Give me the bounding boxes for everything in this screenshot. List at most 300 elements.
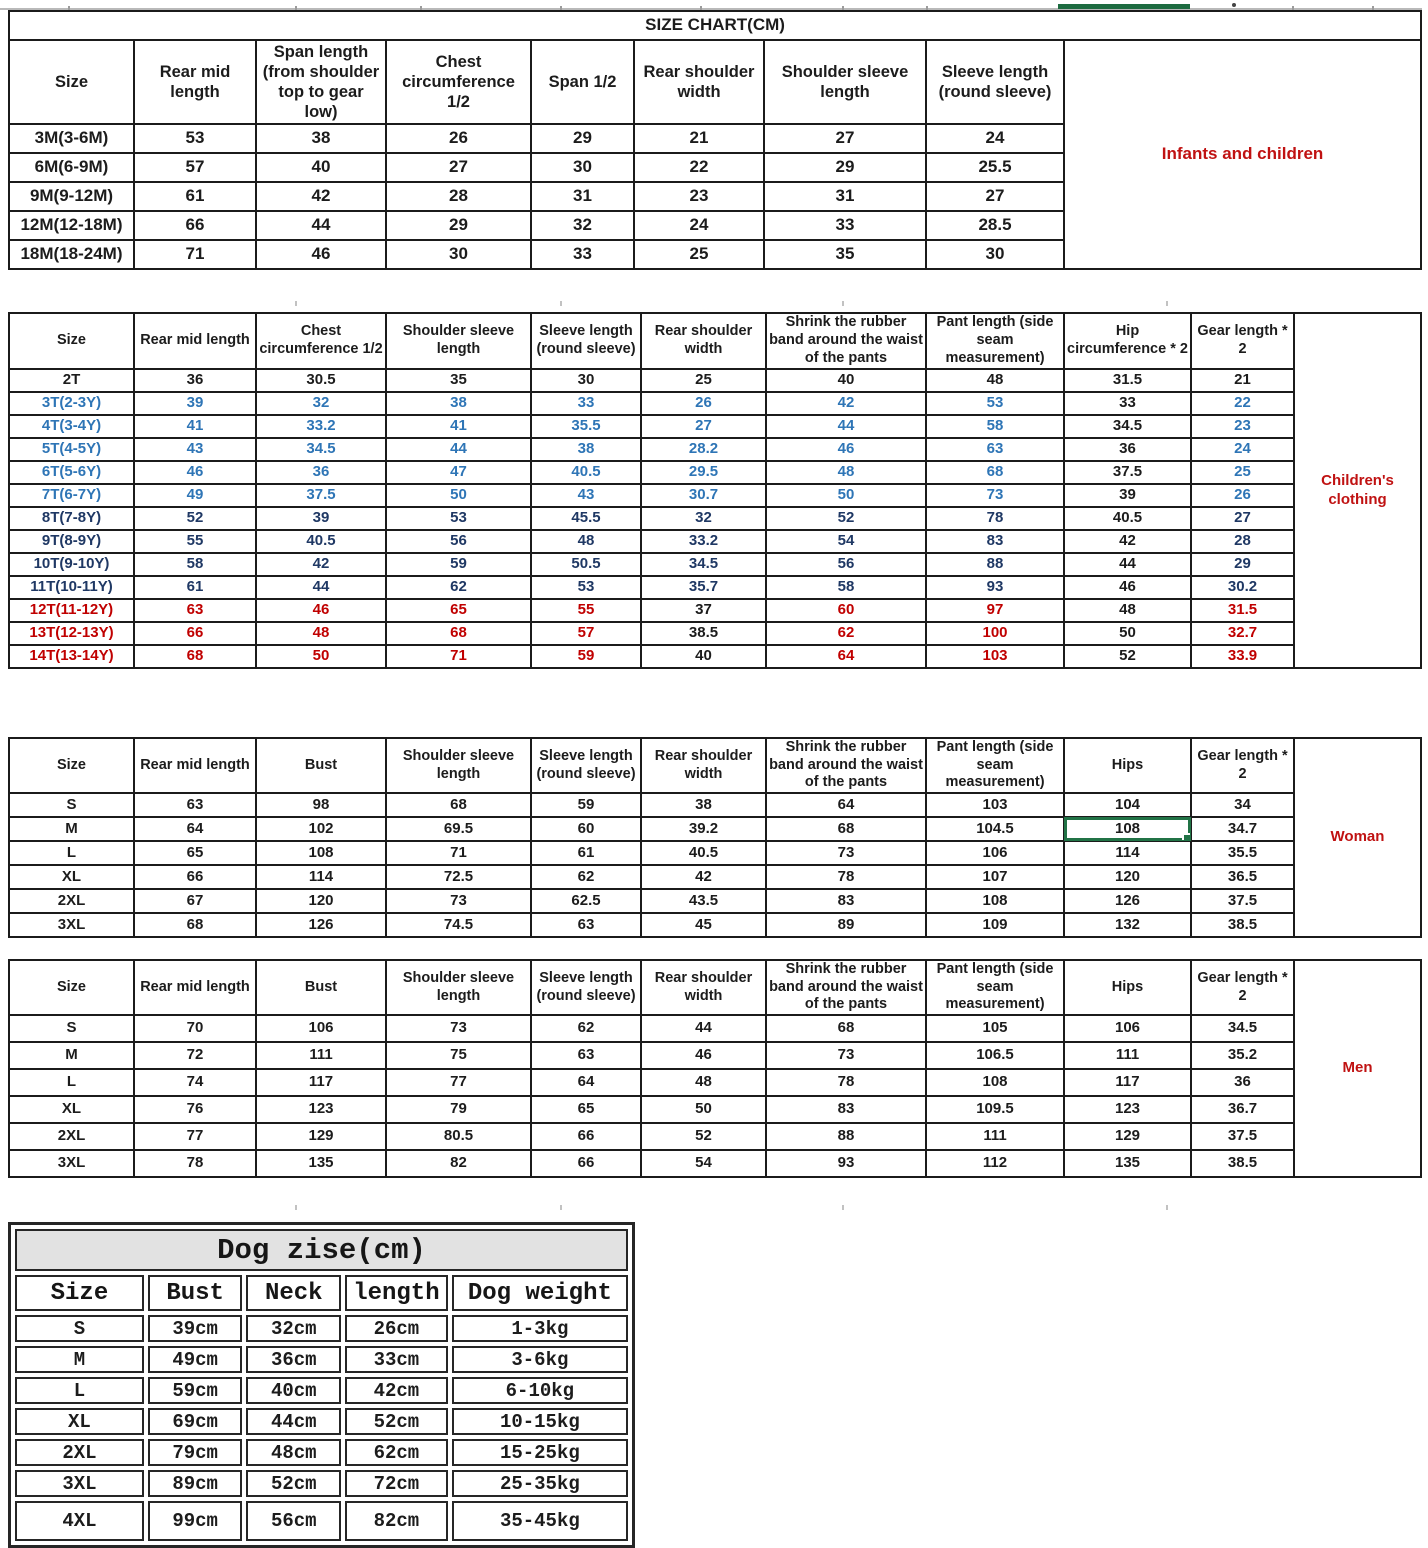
size-cell: M xyxy=(9,1042,134,1069)
value-cell: 64 xyxy=(531,1069,641,1096)
value-cell: 103 xyxy=(926,645,1064,668)
value-cell: 129 xyxy=(256,1123,386,1150)
value-cell: 42 xyxy=(1064,530,1191,553)
column-header: Rear mid length xyxy=(134,313,256,369)
size-cell: 5T(4-5Y) xyxy=(9,438,134,461)
column-header: Rear shoulder width xyxy=(641,960,766,1015)
table-row xyxy=(9,599,1421,622)
value-cell: 104 xyxy=(1064,793,1191,817)
value-cell: 62 xyxy=(766,622,926,645)
value-cell: 35.7 xyxy=(641,576,766,599)
value-cell: 55 xyxy=(134,530,256,553)
value-cell: 28 xyxy=(1191,530,1294,553)
column-header: Span length (from shoulder top to gear low) xyxy=(256,40,386,124)
column-header: Neck xyxy=(246,1275,341,1311)
value-cell: 67 xyxy=(134,889,256,913)
value-cell: 82cm xyxy=(345,1501,448,1541)
value-cell: 22 xyxy=(634,153,764,182)
value-cell: 34.5 xyxy=(1064,415,1191,438)
value-cell: 52cm xyxy=(345,1408,448,1435)
value-cell: 123 xyxy=(256,1096,386,1123)
value-cell: 25 xyxy=(641,369,766,392)
value-cell: 64 xyxy=(134,817,256,841)
value-cell: 50 xyxy=(1064,622,1191,645)
value-cell: 48 xyxy=(1064,599,1191,622)
value-cell: 40 xyxy=(641,645,766,668)
value-cell: 66 xyxy=(134,622,256,645)
value-cell: 72 xyxy=(134,1042,256,1069)
gridline-tick xyxy=(842,1205,844,1210)
value-cell: 48cm xyxy=(246,1439,341,1466)
value-cell: 28.5 xyxy=(926,211,1064,240)
value-cell: 40cm xyxy=(246,1377,341,1404)
size-cell: 2T xyxy=(9,369,134,392)
value-cell: 108 xyxy=(926,1069,1064,1096)
value-cell: 59 xyxy=(531,645,641,668)
value-cell: 107 xyxy=(926,865,1064,889)
table-row xyxy=(9,415,1421,438)
value-cell: 82 xyxy=(386,1150,531,1177)
column-header: Pant length (side seam measurement) xyxy=(926,738,1064,793)
value-cell: 29 xyxy=(1191,553,1294,576)
table-row xyxy=(9,369,1421,392)
size-cell: XL xyxy=(15,1408,144,1435)
value-cell: 32.7 xyxy=(1191,622,1294,645)
value-cell: 38 xyxy=(386,392,531,415)
value-cell: 36 xyxy=(134,369,256,392)
table-row xyxy=(9,530,1421,553)
value-cell: 64 xyxy=(766,645,926,668)
size-cell: 4XL xyxy=(15,1501,144,1541)
value-cell: 33 xyxy=(531,240,634,269)
woman-table xyxy=(8,737,1422,938)
value-cell: 36.7 xyxy=(1191,1096,1294,1123)
table-row xyxy=(9,645,1421,668)
value-cell: 117 xyxy=(1064,1069,1191,1096)
value-cell: 41 xyxy=(386,415,531,438)
value-cell: 69.5 xyxy=(386,817,531,841)
value-cell: 135 xyxy=(256,1150,386,1177)
value-cell: 32cm xyxy=(246,1315,341,1342)
column-header: Bust xyxy=(256,738,386,793)
value-cell: 39 xyxy=(1064,484,1191,507)
column-header: Gear length * 2 xyxy=(1191,960,1294,1015)
value-cell: 93 xyxy=(926,576,1064,599)
value-cell: 50 xyxy=(641,1096,766,1123)
table-row xyxy=(9,1069,1421,1096)
column-header: Rear mid length xyxy=(134,960,256,1015)
size-cell: 2XL xyxy=(9,889,134,913)
value-cell: 44 xyxy=(766,415,926,438)
column-header: Shrink the rubber band around the waist of the pants xyxy=(766,960,926,1015)
value-cell: 25-35kg xyxy=(452,1470,628,1497)
size-cell: S xyxy=(9,1015,134,1042)
column-header: Rear shoulder width xyxy=(641,313,766,369)
value-cell: 25.5 xyxy=(926,153,1064,182)
value-cell: 97 xyxy=(926,599,1064,622)
value-cell: 30 xyxy=(531,153,634,182)
table-row xyxy=(9,1096,1421,1123)
value-cell: 50 xyxy=(766,484,926,507)
table-row xyxy=(15,1439,628,1466)
size-cell: 11T(10-11Y) xyxy=(9,576,134,599)
value-cell: 57 xyxy=(134,153,256,182)
value-cell: 106 xyxy=(1064,1015,1191,1042)
value-cell: 83 xyxy=(766,889,926,913)
value-cell: 3-6kg xyxy=(452,1346,628,1373)
value-cell: 64 xyxy=(766,793,926,817)
table-row xyxy=(15,1377,628,1404)
value-cell: 71 xyxy=(386,841,531,865)
size-cell: M xyxy=(15,1346,144,1373)
value-cell: 89 xyxy=(766,913,926,937)
value-cell: 38.5 xyxy=(1191,913,1294,937)
value-cell: 34.7 xyxy=(1191,817,1294,841)
value-cell: 79cm xyxy=(148,1439,243,1466)
value-cell: 109.5 xyxy=(926,1096,1064,1123)
value-cell: 35-45kg xyxy=(452,1501,628,1541)
value-cell: 29.5 xyxy=(641,461,766,484)
value-cell: 62 xyxy=(531,1015,641,1042)
value-cell: 62 xyxy=(386,576,531,599)
size-cell: 3XL xyxy=(9,913,134,937)
men-table-container xyxy=(8,959,1422,1178)
infants-table-container xyxy=(8,10,1422,270)
size-cell: L xyxy=(9,1069,134,1096)
column-header: Chest circumference 1/2 xyxy=(256,313,386,369)
value-cell: 63 xyxy=(531,913,641,937)
value-cell: 44 xyxy=(256,211,386,240)
value-cell: 112 xyxy=(926,1150,1064,1177)
value-cell: 70 xyxy=(134,1015,256,1042)
value-cell: 89cm xyxy=(148,1470,243,1497)
column-header: length xyxy=(345,1275,448,1311)
value-cell: 31 xyxy=(764,182,926,211)
value-cell: 40 xyxy=(766,369,926,392)
value-cell: 117 xyxy=(256,1069,386,1096)
value-cell: 77 xyxy=(134,1123,256,1150)
value-cell: 50 xyxy=(256,645,386,668)
value-cell: 38 xyxy=(531,438,641,461)
value-cell: 46 xyxy=(134,461,256,484)
value-cell: 65 xyxy=(386,599,531,622)
value-cell: 32 xyxy=(256,392,386,415)
value-cell: 44 xyxy=(386,438,531,461)
value-cell: 68 xyxy=(386,622,531,645)
column-header: Hips xyxy=(1064,738,1191,793)
gridline-tick xyxy=(560,301,562,306)
value-cell: 48 xyxy=(766,461,926,484)
column-header: Shoulder sleeve length xyxy=(386,313,531,369)
value-cell: 108 xyxy=(256,841,386,865)
value-cell: 75 xyxy=(386,1042,531,1069)
size-cell: 14T(13-14Y) xyxy=(9,645,134,668)
value-cell: 53 xyxy=(134,124,256,153)
column-header: Shoulder sleeve length xyxy=(386,960,531,1015)
infants-title-row xyxy=(9,11,1421,40)
column-header: Sleeve length (round sleeve) xyxy=(531,313,641,369)
size-cell: 8T(7-8Y) xyxy=(9,507,134,530)
value-cell: 93 xyxy=(766,1150,926,1177)
value-cell: 78 xyxy=(134,1150,256,1177)
column-header: Shrink the rubber band around the waist of the pants xyxy=(766,738,926,793)
value-cell: 65 xyxy=(531,1096,641,1123)
value-cell: 48 xyxy=(641,1069,766,1096)
table-row xyxy=(9,889,1421,913)
value-cell: 50 xyxy=(386,484,531,507)
table-row xyxy=(15,1501,628,1541)
value-cell: 28.2 xyxy=(641,438,766,461)
size-cell: 3XL xyxy=(9,1150,134,1177)
size-cell: 12T(11-12Y) xyxy=(9,599,134,622)
value-cell: 73 xyxy=(926,484,1064,507)
value-cell: 23 xyxy=(634,182,764,211)
column-header: Bust xyxy=(256,960,386,1015)
size-cell: L xyxy=(9,841,134,865)
value-cell: 111 xyxy=(1064,1042,1191,1069)
column-header: Hip circumference * 2 xyxy=(1064,313,1191,369)
value-cell: 120 xyxy=(1064,865,1191,889)
size-cell: S xyxy=(9,793,134,817)
value-cell: 68 xyxy=(134,913,256,937)
value-cell: 78 xyxy=(766,865,926,889)
value-cell: 63 xyxy=(134,599,256,622)
value-cell: 83 xyxy=(926,530,1064,553)
value-cell: 54 xyxy=(766,530,926,553)
size-cell: 2XL xyxy=(15,1439,144,1466)
value-cell: 59 xyxy=(386,553,531,576)
value-cell: 71 xyxy=(134,240,256,269)
column-header: Gear length * 2 xyxy=(1191,313,1294,369)
gridline-tick xyxy=(295,301,297,306)
value-cell: 42 xyxy=(766,392,926,415)
value-cell: 114 xyxy=(1064,841,1191,865)
table-row xyxy=(9,461,1421,484)
size-cell: XL xyxy=(9,865,134,889)
value-cell: 40.5 xyxy=(531,461,641,484)
gridline-tick-row xyxy=(8,300,1420,306)
value-cell: 77 xyxy=(386,1069,531,1096)
value-cell: 40.5 xyxy=(641,841,766,865)
dog-table-container xyxy=(8,1222,635,1548)
column-header: Sleeve length (round sleeve) xyxy=(926,40,1064,124)
value-cell: 61 xyxy=(134,576,256,599)
value-cell: 33.2 xyxy=(256,415,386,438)
table-row xyxy=(9,553,1421,576)
column-header: Shoulder sleeve length xyxy=(386,738,531,793)
value-cell: 58 xyxy=(134,553,256,576)
value-cell: 120 xyxy=(256,889,386,913)
value-cell: 68 xyxy=(766,817,926,841)
value-cell: 56 xyxy=(766,553,926,576)
selected-cell: 108 xyxy=(1064,817,1191,841)
value-cell: 48 xyxy=(531,530,641,553)
value-cell: 27 xyxy=(386,153,531,182)
woman-header-row xyxy=(9,738,1421,793)
value-cell: 61 xyxy=(134,182,256,211)
value-cell: 36cm xyxy=(246,1346,341,1373)
value-cell: 42 xyxy=(256,182,386,211)
value-cell: 39 xyxy=(134,392,256,415)
men-header-row xyxy=(9,960,1421,1015)
column-header: Span 1/2 xyxy=(531,40,634,124)
value-cell: 37.5 xyxy=(1064,461,1191,484)
size-cell: 12M(12-18M) xyxy=(9,211,134,240)
table-row xyxy=(9,817,1421,841)
value-cell: 108 xyxy=(926,889,1064,913)
value-cell: 34 xyxy=(1191,793,1294,817)
value-cell: 79 xyxy=(386,1096,531,1123)
value-cell: 44 xyxy=(256,576,386,599)
value-cell: 29 xyxy=(386,211,531,240)
value-cell: 100 xyxy=(926,622,1064,645)
value-cell: 73 xyxy=(386,1015,531,1042)
value-cell: 88 xyxy=(766,1123,926,1150)
table-row xyxy=(15,1408,628,1435)
column-header: Rear mid length xyxy=(134,738,256,793)
woman-section-label: Woman xyxy=(1294,738,1421,937)
value-cell: 27 xyxy=(926,182,1064,211)
value-cell: 42 xyxy=(641,865,766,889)
value-cell: 32 xyxy=(641,507,766,530)
gridline-tick xyxy=(1166,1205,1168,1210)
value-cell: 106.5 xyxy=(926,1042,1064,1069)
value-cell: 43.5 xyxy=(641,889,766,913)
value-cell: 68 xyxy=(926,461,1064,484)
value-cell: 49 xyxy=(134,484,256,507)
infants-title: SIZE CHART(CM) xyxy=(9,11,1421,40)
value-cell: 25 xyxy=(634,240,764,269)
infants-header-row xyxy=(9,40,1421,124)
value-cell: 74 xyxy=(134,1069,256,1096)
value-cell: 38 xyxy=(256,124,386,153)
value-cell: 29 xyxy=(531,124,634,153)
value-cell: 39cm xyxy=(148,1315,243,1342)
value-cell: 48 xyxy=(256,622,386,645)
value-cell: 47 xyxy=(386,461,531,484)
value-cell: 83 xyxy=(766,1096,926,1123)
value-cell: 6-10kg xyxy=(452,1377,628,1404)
column-header: Pant length (side seam measurement) xyxy=(926,313,1064,369)
size-cell: L xyxy=(15,1377,144,1404)
value-cell: 78 xyxy=(926,507,1064,530)
table-row xyxy=(9,622,1421,645)
value-cell: 52 xyxy=(766,507,926,530)
children-section-label: Children's clothing xyxy=(1294,313,1421,668)
value-cell: 73 xyxy=(386,889,531,913)
gridline-tick xyxy=(295,1205,297,1210)
value-cell: 80.5 xyxy=(386,1123,531,1150)
value-cell: 60 xyxy=(766,599,926,622)
value-cell: 55 xyxy=(531,599,641,622)
value-cell: 31 xyxy=(531,182,634,211)
value-cell: 63 xyxy=(531,1042,641,1069)
column-header: Pant length (side seam measurement) xyxy=(926,960,1064,1015)
woman-table-container xyxy=(8,737,1422,938)
value-cell: 106 xyxy=(926,841,1064,865)
value-cell: 37.5 xyxy=(1191,1123,1294,1150)
size-cell: 9M(9-12M) xyxy=(9,182,134,211)
value-cell: 41 xyxy=(134,415,256,438)
value-cell: 35.5 xyxy=(531,415,641,438)
value-cell: 33 xyxy=(1064,392,1191,415)
value-cell: 56cm xyxy=(246,1501,341,1541)
value-cell: 39 xyxy=(256,507,386,530)
dog-title-row xyxy=(15,1229,628,1271)
value-cell: 39.2 xyxy=(641,817,766,841)
value-cell: 60 xyxy=(531,817,641,841)
value-cell: 62.5 xyxy=(531,889,641,913)
men-section-label: Men xyxy=(1294,960,1421,1177)
value-cell: 43 xyxy=(531,484,641,507)
size-cell: M xyxy=(9,817,134,841)
value-cell: 26 xyxy=(1191,484,1294,507)
column-header: Size xyxy=(9,960,134,1015)
size-cell: 6M(6-9M) xyxy=(9,153,134,182)
infants-table xyxy=(8,10,1422,270)
children-header-row xyxy=(9,313,1421,369)
value-cell: 27 xyxy=(641,415,766,438)
table-row xyxy=(9,1015,1421,1042)
value-cell: 36.5 xyxy=(1191,865,1294,889)
value-cell: 59 xyxy=(531,793,641,817)
gridline-tick-row xyxy=(8,1204,1420,1210)
table-row xyxy=(9,438,1421,461)
value-cell: 26 xyxy=(386,124,531,153)
value-cell: 46 xyxy=(641,1042,766,1069)
value-cell: 66 xyxy=(531,1150,641,1177)
value-cell: 28 xyxy=(386,182,531,211)
value-cell: 74.5 xyxy=(386,913,531,937)
size-cell: 3XL xyxy=(15,1470,144,1497)
table-row xyxy=(9,913,1421,937)
value-cell: 132 xyxy=(1064,913,1191,937)
value-cell: 23 xyxy=(1191,415,1294,438)
column-header: Hips xyxy=(1064,960,1191,1015)
value-cell: 44cm xyxy=(246,1408,341,1435)
size-cell: 6T(5-6Y) xyxy=(9,461,134,484)
value-cell: 71 xyxy=(386,645,531,668)
value-cell: 66 xyxy=(531,1123,641,1150)
value-cell: 63 xyxy=(134,793,256,817)
value-cell: 46 xyxy=(766,438,926,461)
value-cell: 33cm xyxy=(345,1346,448,1373)
value-cell: 65 xyxy=(134,841,256,865)
size-cell: 18M(18-24M) xyxy=(9,240,134,269)
value-cell: 123 xyxy=(1064,1096,1191,1123)
table-row xyxy=(15,1470,628,1497)
value-cell: 31.5 xyxy=(1191,599,1294,622)
size-cell: 10T(9-10Y) xyxy=(9,553,134,576)
value-cell: 27 xyxy=(764,124,926,153)
value-cell: 52 xyxy=(134,507,256,530)
value-cell: 46 xyxy=(1064,576,1191,599)
column-header: Size xyxy=(9,313,134,369)
value-cell: 26 xyxy=(641,392,766,415)
value-cell: 63 xyxy=(926,438,1064,461)
value-cell: 52 xyxy=(1064,645,1191,668)
children-table xyxy=(8,312,1422,669)
column-header: Dog weight xyxy=(452,1275,628,1311)
value-cell: 78 xyxy=(766,1069,926,1096)
value-cell: 21 xyxy=(1191,369,1294,392)
value-cell: 36 xyxy=(1064,438,1191,461)
table-row xyxy=(9,507,1421,530)
value-cell: 35 xyxy=(764,240,926,269)
column-header: Sleeve length (round sleeve) xyxy=(531,960,641,1015)
size-cell: 13T(12-13Y) xyxy=(9,622,134,645)
value-cell: 35 xyxy=(386,369,531,392)
